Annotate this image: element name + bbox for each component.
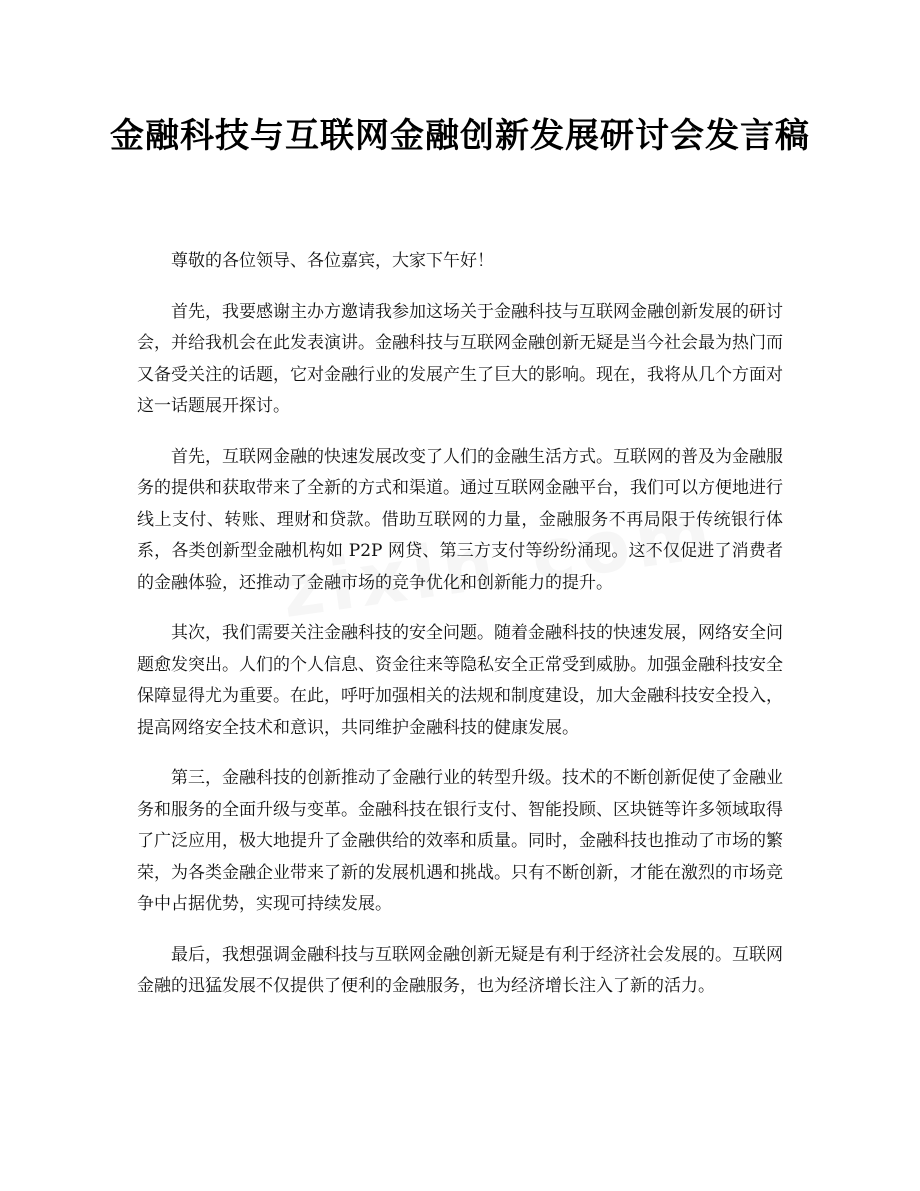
paragraph-greeting: 尊敬的各位领导、各位嘉宾，大家下午好！ xyxy=(171,251,494,271)
paragraph-4: 第三，金融科技的创新推动了金融行业的转型升级。技术的不断创新促使了金融业务和服务的全面升级与变革。金融科技在银行支付、智能投顾、区块链等许多领域取得了广泛应用，极大地提升了金融供给的效率和质量。同时，金融科技也推动了市场的繁荣，为各类金融企业带来了新的发展机遇和挑战。只有不断创新，才能在激烈的市场竞争中占据优势，实现可持续发展。 xyxy=(137,768,783,914)
document-body xyxy=(137,246,783,1022)
document-title: 金融科技与互联网金融创新发展研讨会发言稿 xyxy=(110,116,810,156)
paragraph-3: 其次，我们需要关注金融科技的安全问题。随着金融科技的快速发展，网络安全问题愈发突出。人们的个人信息、资金往来等隐私安全正常受到威胁。加强金融科技安全保障显得尤为重要。在此，呼吁加强相关的法规和制度建设，加大金融科技安全投入，提高网络安全技术和意识，共同维护金融科技的健康发展。 xyxy=(137,623,783,738)
paragraph-2: 首先，互联网金融的快速发展改变了人们的金融生活方式。互联网的普及为金融服务的提供和获取带来了全新的方式和渠道。通过互联网金融平台，我们可以方便地进行线上支付、转账、理财和贷款。借助互联网的力量，金融服务不再局限于传统银行体系，各类创新型金融机构如 P2P 网贷、第三方支付等纷纷涌现。这不仅促进了消费者的金融体验，还推动了金融市场的竞争优化和创新能力的提升。 xyxy=(137,446,783,593)
paragraph-5: 最后，我想强调金融科技与互联网金融创新无疑是有利于经济社会发展的。互联网金融的迅猛发展不仅提供了便利的金融服务，也为经济增长注入了新的活力。 xyxy=(137,944,783,996)
paragraph-1: 首先，我要感谢主办方邀请我参加这场关于金融科技与互联网金融创新发展的研讨会，并给我机会在此发表演讲。金融科技与互联网金融创新无疑是当今社会最为热门而又备受关注的话题，它对金融行业的发展产生了巨大的影响。现在，我将从几个方面对这一话题展开探讨。 xyxy=(137,301,783,416)
